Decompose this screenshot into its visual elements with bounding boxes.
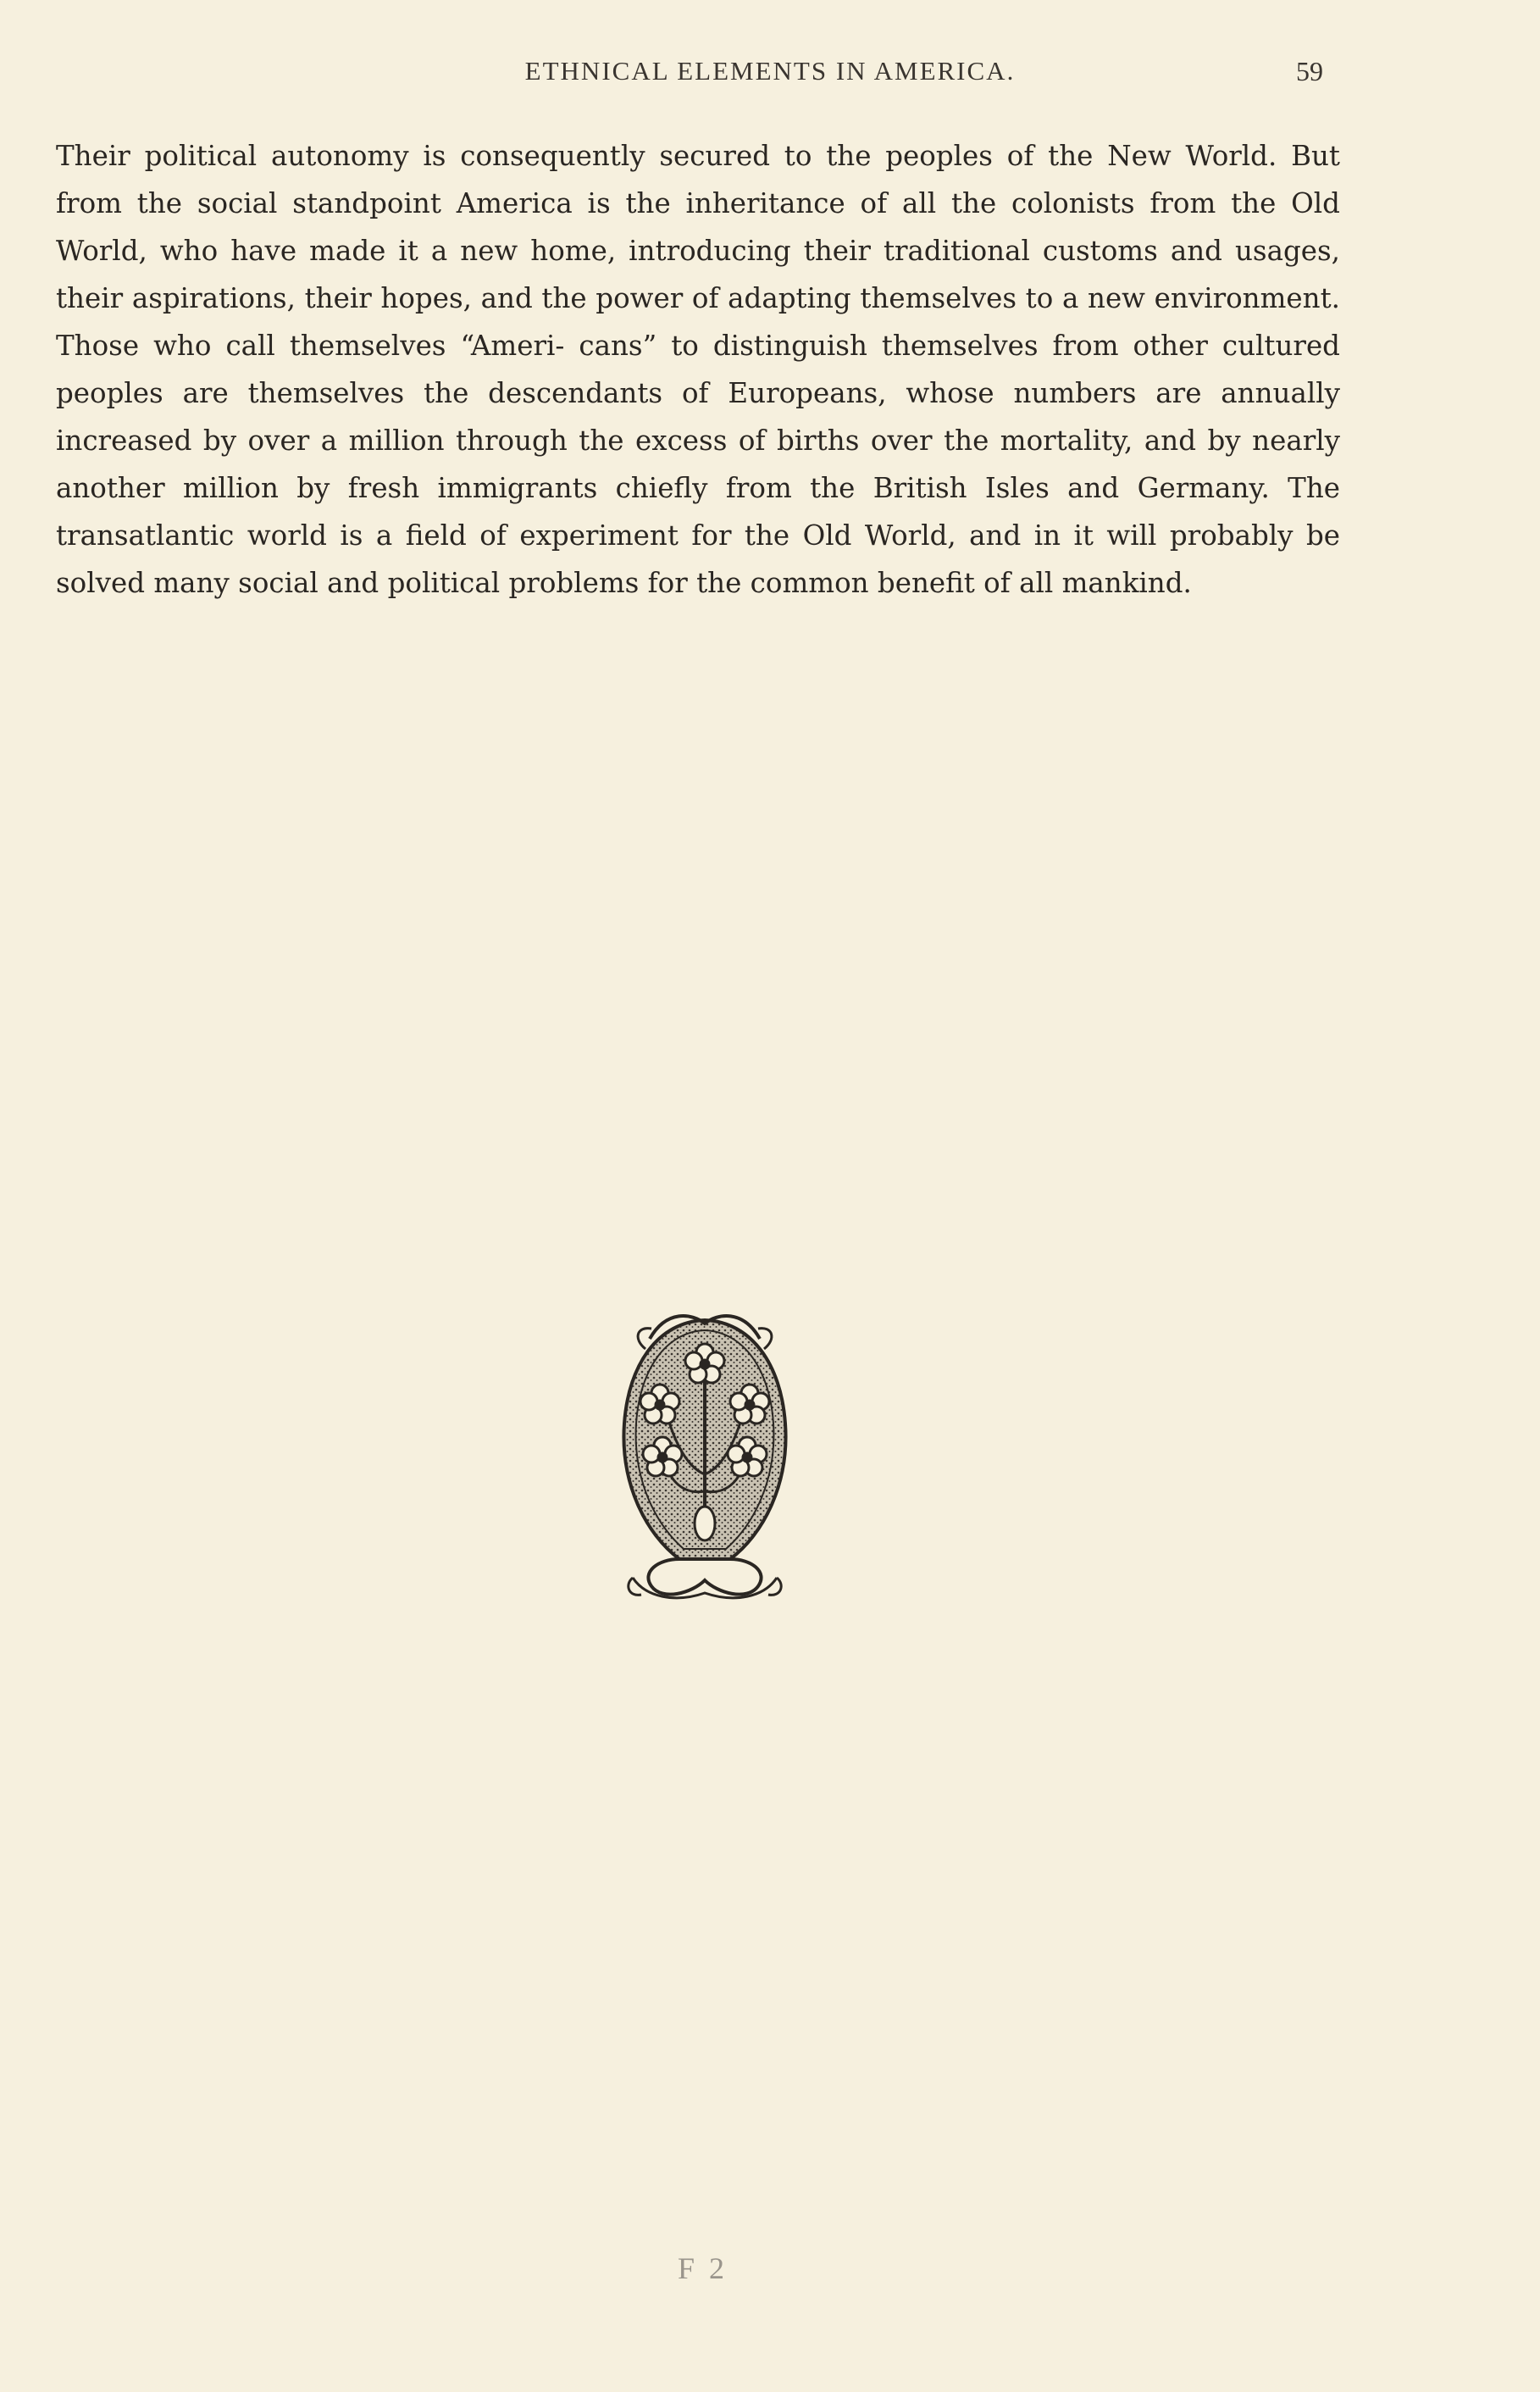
body-paragraph: Their political autonomy is consequently secured to the peoples of the New World. But from the social standpoint America is the inheritance of all the colonists from the Old World, who have made it a new home, introducing their traditional customs and usages, their aspirations, their hopes, and the power of adapting themselves to a new environment. Those who call themselves “Ameri- cans” to distinguish themselves from other cultured peoples are themselves the descendants of Europeans, whose numbers are annually increased by over a million through the excess of births over the mortality, and by nearly another million by fresh immigrants chiefly from the British Isles and Germany. The transatlantic world is a field of experiment for the Old World, and in it will probably be solved many social and political problems for the common benefit of all mankind. bbox=[56, 140, 1340, 599]
running-title: ETHNICAL ELEMENTS IN AMERICA. bbox=[524, 56, 1016, 86]
floral-tailpiece-icon bbox=[599, 1305, 811, 1610]
page-number: 59 bbox=[1296, 56, 1323, 86]
running-head bbox=[0, 56, 1540, 98]
signature-mark: F 2 bbox=[678, 2251, 728, 2285]
